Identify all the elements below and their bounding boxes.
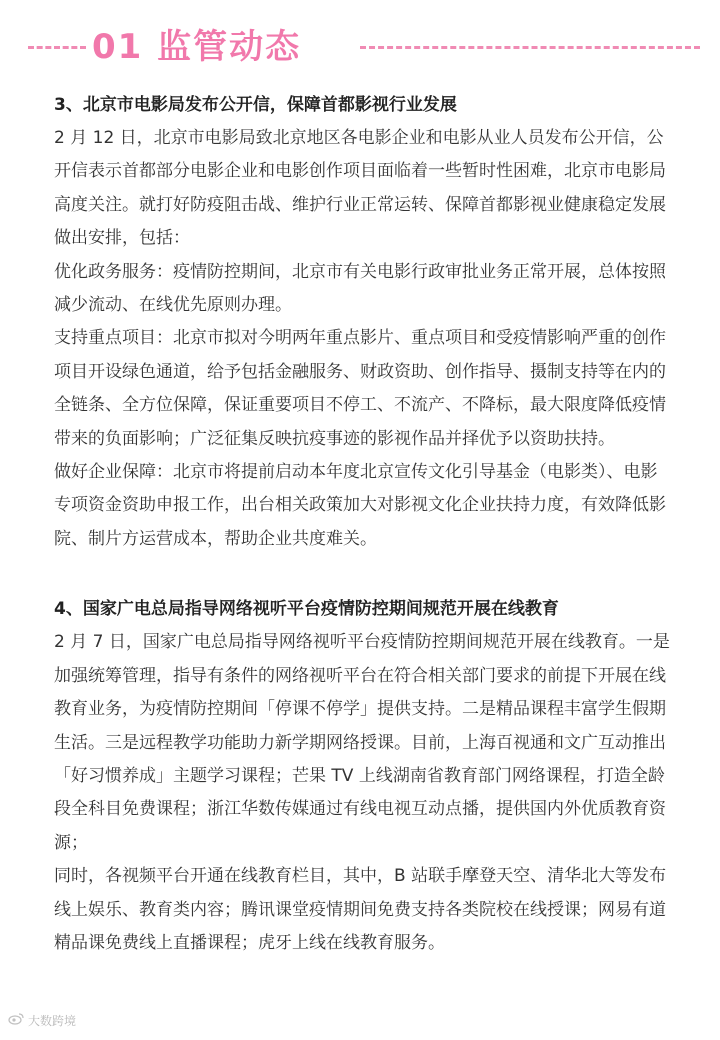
news-paragraph: 2 月 7 日，国家广电总局指导网络视听平台疫情防控期间规范开展在线教育。一是加强统筹管理，指导有条件的网络视听平台在符合相关部门要求的前提下开展在线教育业务，为疫情防控期间「停课不停学」提供支持。二是精品课程丰富学生假期生活。三是远程教学功能助力新学期网络授课。目前，上海百视通和文广互动推出「好习惯养成」主题学习课程；芒果 TV 上线湖南省教育部门网络课程，打造全龄段全科目免费课程；浙江华数传媒通过有线电视互动点播，提供国内外优质教育资源； <box>54 632 670 853</box>
weibo-icon <box>8 1013 24 1028</box>
section-spacer <box>54 556 674 592</box>
news-paragraph: 优化政务服务：疫情防控期间，北京市有关电影行政审批业务正常开展，总体按照减少流动、在线优先原则办理。 <box>54 261 666 316</box>
watermark-text: 大数跨境 <box>28 1014 77 1028</box>
section-header <box>0 22 720 74</box>
news-paragraph: 做好企业保障：北京市将提前启动本年度北京宣传文化引导基金（电影类）、电影专项资金资助申报工作，出台相关政策加大对影视文化企业扶持力度，有效降低影院、制片方运营成本，帮助企业共度难关。 <box>54 462 666 549</box>
header-dash-right <box>360 46 700 49</box>
news-item-title: 4、国家广电总局指导网络视听平台疫情防控期间规范开展在线教育 <box>54 599 559 620</box>
header-dash-left <box>28 46 86 49</box>
header-title: 01 监管动态 <box>92 27 302 67</box>
news-item-3 <box>54 88 674 556</box>
news-item-title: 3、北京市电影局发布公开信，保障首都影视行业发展 <box>54 95 457 115</box>
article-body <box>54 88 674 960</box>
news-paragraph: 2 月 12 日，北京市电影局致北京地区各电影企业和电影从业人员发布公开信，公开信表示首都部分电影企业和电影创作项目面临着一些暂时性困难，北京市电影局高度关注。就打好防疫阻击战、维护行业正常运转、保障首都影视业健康稳定发展做出安排，包括： <box>54 128 666 249</box>
news-paragraph: 支持重点项目：北京市拟对今明两年重点影片、重点项目和受疫情影响严重的创作项目开设绿色通道，给予包括金融服务、财政资助、创作指导、摄制支持等在内的全链条、全方位保障，保证重要项目不停工、不流产、不降标，最大限度降低疫情带来的负面影响；广泛征集反映抗疫事迹的影视作品并择优予以资助扶持。 <box>54 328 666 449</box>
watermark <box>8 1012 76 1029</box>
news-item-4 <box>54 592 674 960</box>
news-paragraph: 同时，各视频平台开通在线教育栏目，其中，B 站联手摩登天空、清华北大等发布线上娱乐、教育类内容；腾讯课堂疫情期间免费支持各类院校在线授课；网易有道精品课免费线上直播课程；虎牙上线在线教育服务。 <box>54 866 667 953</box>
